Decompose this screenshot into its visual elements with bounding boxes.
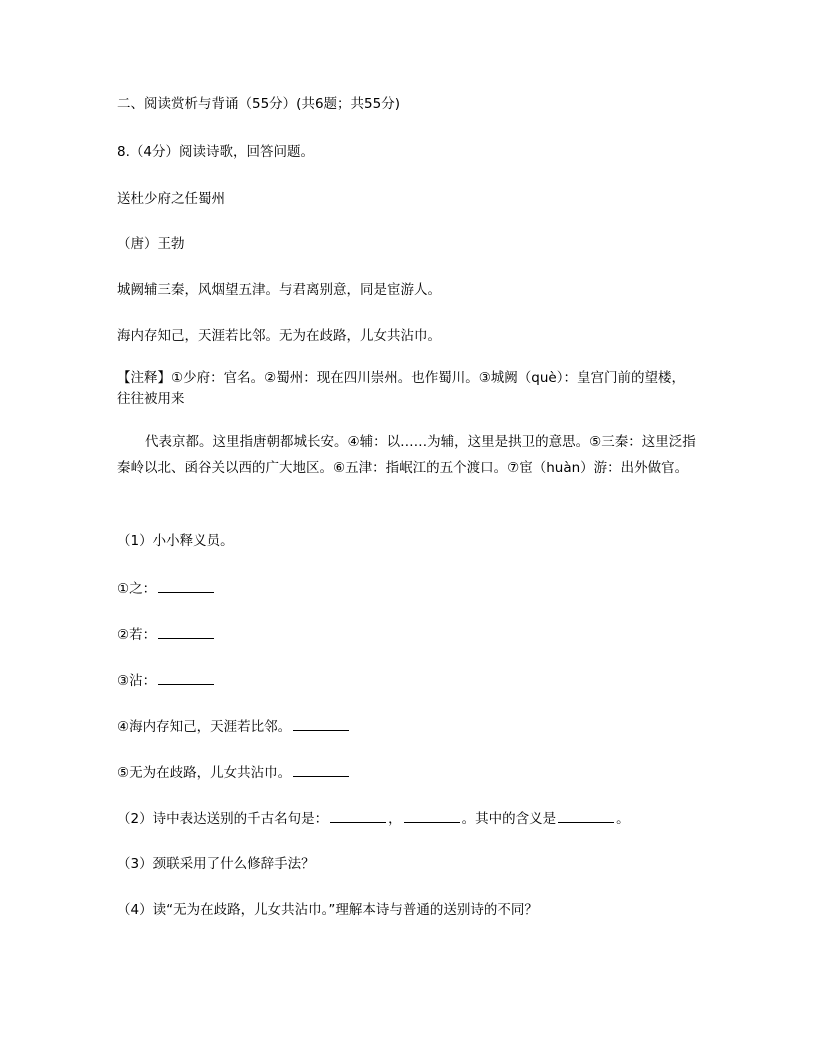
- answer-blank[interactable]: [158, 578, 214, 593]
- poem-line: 海内存知己，天涯若比邻。无为在歧路，儿女共沾巾。: [117, 328, 441, 344]
- answer-blank[interactable]: [404, 808, 460, 823]
- annotation-first: 【注释】①少府：官名。②蜀州：现在四川崇州。也作蜀川。③城阙（què）：皇宫门前的望楼，往往被用来: [117, 370, 685, 407]
- item-label: ①之：: [117, 581, 157, 597]
- answer-blank[interactable]: [158, 624, 214, 639]
- item-label: ④海内存知己，天涯若比邻。: [117, 719, 292, 735]
- sub-question-4: （4）读“无为在歧路，儿女共沾巾。”理解本诗与普通的送别诗的不同？: [117, 902, 538, 918]
- poem-line: 城阙辅三秦，风烟望五津。与君离别意，同是宦游人。: [117, 282, 441, 298]
- sub-question-1: （1）小小释义员。: [117, 533, 234, 549]
- item-1: [117, 578, 216, 599]
- sub2-text: （2）诗中表达送别的千古名句是：: [117, 811, 329, 827]
- sub-question-2: [117, 808, 630, 829]
- section-heading: 二、阅读赏析与背诵（55分）(共6题；共55分): [117, 96, 400, 112]
- item-5: [117, 762, 351, 783]
- sub-question-3: （3）颈联采用了什么修辞手法？: [117, 856, 315, 872]
- answer-blank[interactable]: [330, 808, 386, 823]
- sub2-text: 。: [616, 811, 630, 827]
- item-4: [117, 716, 351, 737]
- annotation-second: 代表京都。这里指唐朝都城长安。④辅：以……为辅，这里是拱卫的意思。⑤三秦：这里泛指秦岭以北、函谷关以西的广大地区。⑥五津：指岷江的五个渡口。⑦宦（huàn）游：出外做官。: [117, 434, 696, 476]
- poem-author: （唐）王勃: [117, 236, 185, 252]
- sub2-text: 。其中的含义是: [461, 811, 557, 827]
- answer-blank[interactable]: [158, 670, 214, 685]
- answer-blank[interactable]: [558, 808, 614, 823]
- answer-blank[interactable]: [293, 716, 349, 731]
- poem-title: 送杜少府之任蜀州: [117, 191, 225, 207]
- item-label: ⑤无为在歧路，儿女共沾巾。: [117, 765, 292, 781]
- item-label: ②若：: [117, 627, 157, 643]
- answer-blank[interactable]: [293, 762, 349, 777]
- sub2-text: ，: [388, 811, 402, 827]
- item-2: [117, 624, 216, 645]
- question-title: 8.（4分）阅读诗歌，回答问题。: [117, 144, 314, 160]
- item-label: ③沾：: [117, 673, 157, 689]
- item-3: [117, 670, 216, 691]
